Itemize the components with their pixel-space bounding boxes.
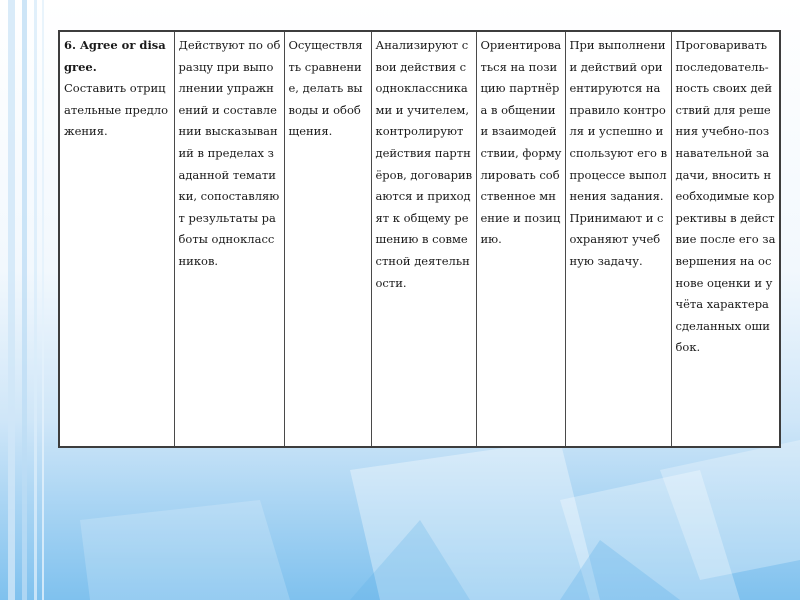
table-row — [59, 31, 780, 447]
lesson-table — [58, 30, 781, 448]
stage-task: Составить отрицательные предложения. — [64, 81, 169, 139]
table-cell-student-activity — [174, 31, 284, 447]
cell-text: При выполнении действий ориентируются на правило контроля и успешно используют его в процессе выполнения задания. Принимают и сохраняют учебную задачу. — [569, 38, 668, 268]
table-cell-communicative — [371, 31, 476, 447]
table-cell-self-control — [671, 31, 780, 447]
cell-text: Действуют по образцу при выполнении упражнений и составлении высказываний в пределах заданной тематики, сопоставляют результаты работы одноклассников. — [178, 38, 281, 268]
cell-text: Проговаривать последователь-ность своих действий для решения учебно-познавательной задачи, вносить необходимые коррективы в действие после его завершения на основе оценки и учёта характера сделанных ошибок. — [675, 38, 776, 355]
table-cell-stage — [59, 31, 174, 447]
table-cell-cognitive — [284, 31, 371, 447]
cell-text: Осуществлять сравнение, делать выводы и обобщения. — [288, 38, 363, 139]
table-cell-regulatory — [565, 31, 671, 447]
stage-title: 6. Agree or disagree. — [64, 38, 166, 74]
cell-text: Ориентироваться на позицию партнёра в общении и взаимодействии, формулировать собственное мнение и позицию. — [480, 38, 562, 247]
table-cell-communication-position — [476, 31, 565, 447]
cell-text: Анализируют свои действия с одноклассниками и учителем, контролируют действия партнёров, договариваются и приходят к общему решению в совместной деятельности. — [375, 38, 473, 290]
